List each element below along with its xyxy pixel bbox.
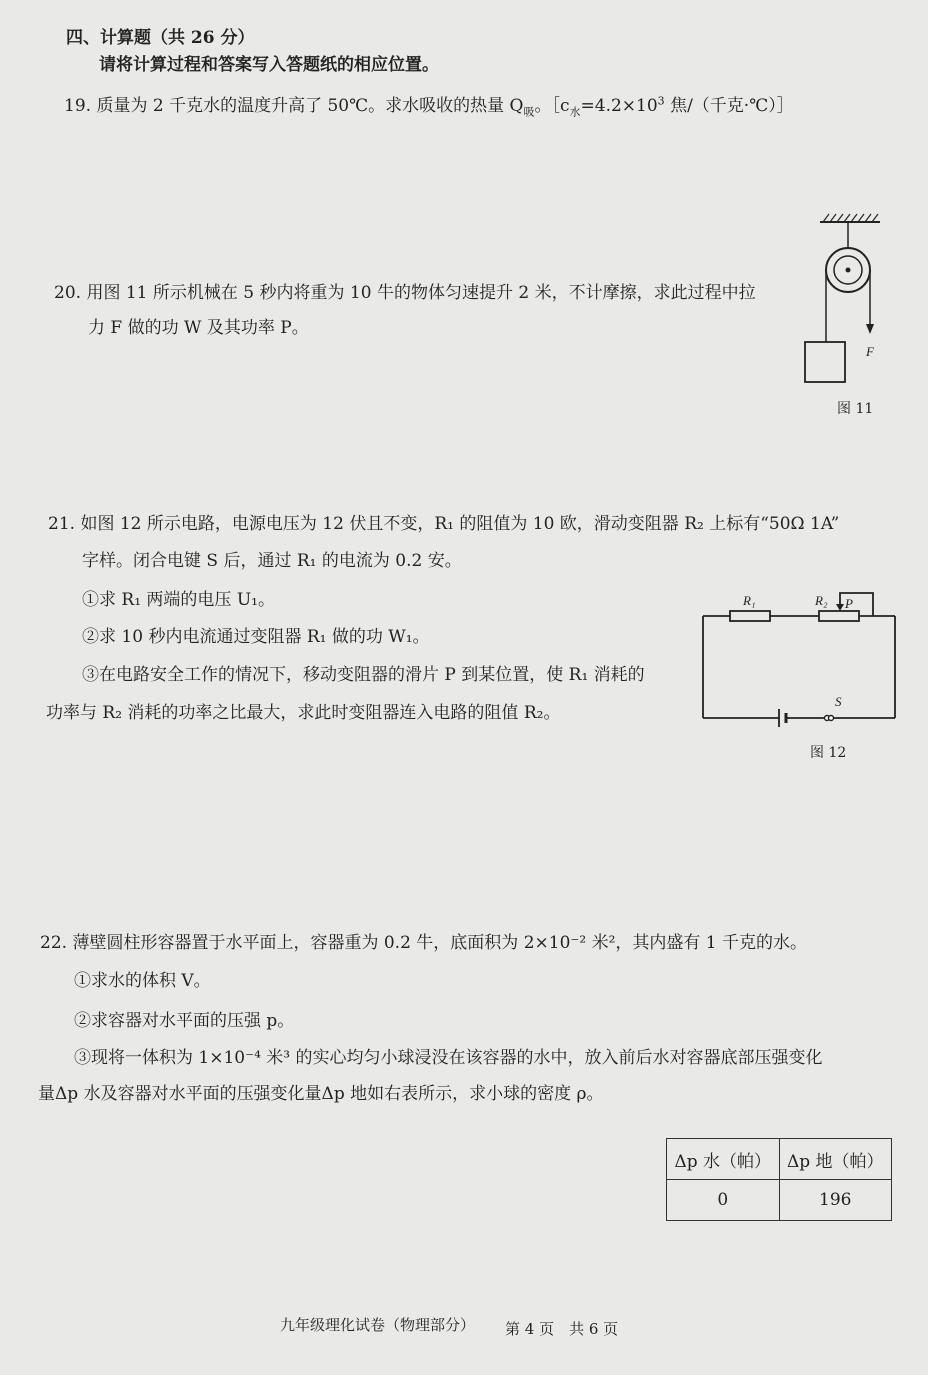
- question-22-number: 22.: [40, 933, 68, 953]
- question-22-sub2: ②求容器对水平面的压强 p。: [74, 1011, 295, 1031]
- q-subscript: 吸: [523, 105, 535, 119]
- question-19-text-b: 。［c: [534, 96, 570, 116]
- question-20-number: 20.: [54, 283, 82, 303]
- footer-page-number: 第 4 页 共 6 页: [505, 1320, 619, 1338]
- question-20-line2: 力 F 做的功 W 及其功率 P。: [88, 318, 309, 338]
- figure-11-pulley-diagram: [790, 210, 910, 400]
- question-22-sub1: ①求水的体积 V。: [74, 971, 211, 991]
- question-19-text-c: =4.2×10: [580, 96, 658, 116]
- footer-paper-title: 九年级理化试卷（物理部分）: [280, 1316, 476, 1334]
- resistor-r1: [730, 611, 770, 621]
- exponent: 3: [657, 94, 665, 108]
- force-arrow-icon: [866, 324, 874, 334]
- question-19: [64, 94, 794, 119]
- question-21-line2: 字样。闭合电键 S 后，通过 R₁ 的电流为 0.2 安。: [82, 551, 462, 571]
- question-21-text: 如图 12 所示电路，电源电压为 12 伏且不变，R₁ 的阻值为 10 欧，滑动变阻器 R₂ 上标有“50Ω 1A”: [80, 514, 840, 534]
- question-22-sub3-line2: 量Δp 水及容器对水平面的压强变化量Δp 地如右表所示，求小球的密度 ρ。: [38, 1084, 604, 1104]
- section-title: 四、计算题（共 26 分）: [66, 28, 255, 48]
- figure-12-caption: 图 12: [810, 745, 847, 761]
- pressure-change-table: [666, 1138, 892, 1221]
- question-22-text: 薄壁圆柱形容器置于水平面上，容器重为 0.2 牛，底面积为 2×10⁻² 米²，其内盛有 1 千克的水。: [72, 933, 808, 953]
- resistor-r2: [819, 611, 859, 621]
- table-cell: 196: [779, 1180, 892, 1221]
- question-22-line1: [40, 935, 807, 952]
- s-label: S: [835, 694, 842, 709]
- question-20-line1: [54, 285, 756, 302]
- table-row: [667, 1180, 892, 1221]
- question-21-number: 21.: [48, 514, 76, 534]
- table-cell: 0: [667, 1180, 780, 1221]
- question-19-text-d: 焦/（千克·℃）］: [664, 96, 794, 116]
- question-21-sub3-line1: ③在电路安全工作的情况下，移动变阻器的滑片 P 到某位置，使 R₁ 消耗的: [82, 665, 645, 685]
- r1-label: R₁: [743, 593, 756, 608]
- question-20-text: 用图 11 所示机械在 5 秒内将重为 10 牛的物体匀速提升 2 米，不计摩擦，求此过程中拉: [86, 283, 756, 303]
- table-header-row: [667, 1139, 892, 1180]
- figure-12-circuit-diagram: [695, 585, 905, 735]
- table-header-cell: Δp 地（帕）: [779, 1139, 892, 1180]
- r2-label: R₂: [815, 593, 828, 608]
- question-21-sub1: ①求 R₁ 两端的电压 U₁。: [82, 590, 275, 610]
- question-21-line1: [48, 516, 839, 533]
- figure-11-caption: 图 11: [837, 401, 874, 417]
- question-19-text: 质量为 2 千克水的温度升高了 50℃。求水吸收的热量 Q: [96, 96, 524, 116]
- question-21-sub3-line2: 功率与 R₂ 消耗的功率之比最大，求此时变阻器连入电路的阻值 R₂。: [46, 703, 561, 723]
- slider-arrow-icon: [836, 604, 844, 611]
- section-instruction: 请将计算过程和答案写入答题纸的相应位置。: [99, 55, 439, 75]
- question-19-number: 19.: [64, 96, 92, 116]
- question-21-sub2: ②求 10 秒内电流通过变阻器 R₁ 做的功 W₁。: [82, 627, 430, 647]
- table-header-cell: Δp 水（帕）: [667, 1139, 780, 1180]
- question-22-sub3-line1: ③现将一体积为 1×10⁻⁴ 米³ 的实心均匀小球浸没在该容器的水中，放入前后水对容器底部压强变化: [74, 1048, 823, 1068]
- p-label: P: [845, 596, 853, 611]
- force-label: F: [866, 344, 874, 359]
- c-subscript: 水: [569, 105, 581, 119]
